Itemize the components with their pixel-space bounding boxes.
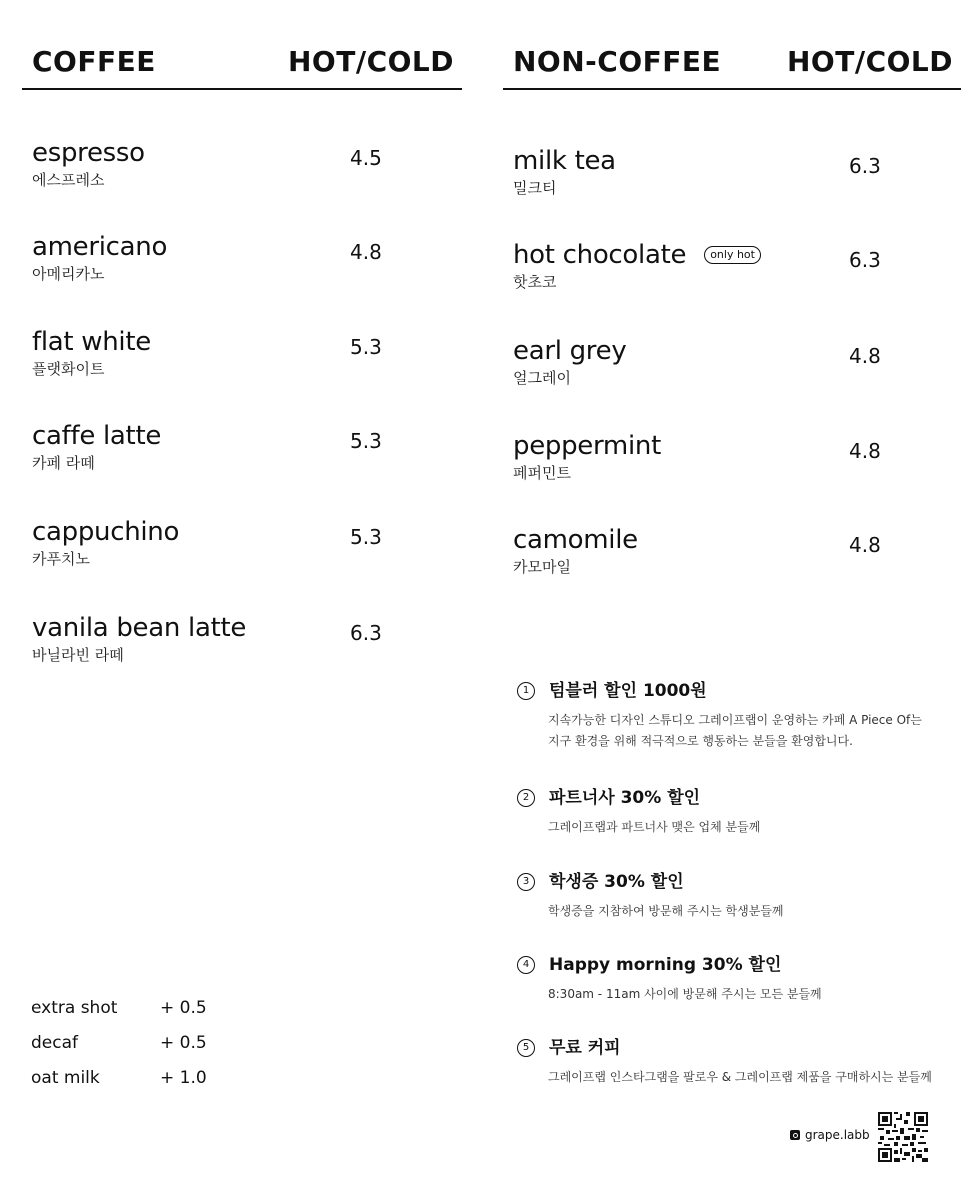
item-name: vanila bean latte bbox=[32, 613, 247, 643]
non-coffee-price-header: HOT/COLD bbox=[787, 45, 953, 78]
discount-note bbox=[517, 680, 957, 752]
item-name: espresso bbox=[32, 138, 145, 168]
note-title: Happy morning 30% 할인 bbox=[549, 955, 782, 975]
discount-note bbox=[517, 954, 957, 1005]
non-coffee-title: NON-COFFEE bbox=[513, 45, 722, 78]
note-title: 무료 커피 bbox=[549, 1038, 621, 1058]
note-title-row bbox=[517, 1037, 957, 1059]
item-name: peppermint bbox=[513, 431, 661, 461]
non-coffee-header bbox=[503, 0, 961, 90]
item-korean-name: 카모마일 bbox=[513, 558, 571, 576]
coffee-column bbox=[22, 0, 462, 664]
menu-item bbox=[513, 336, 961, 388]
item-korean-name: 핫초코 bbox=[513, 273, 557, 291]
only-hot-badge: only hot bbox=[704, 246, 761, 264]
note-line: 8:30am - 11am 사이에 방문해 주시는 모든 분들께 bbox=[548, 987, 822, 1001]
discount-note bbox=[517, 787, 957, 838]
item-name-row bbox=[513, 240, 961, 270]
note-description bbox=[548, 1067, 957, 1088]
note-line: 지속가능한 디자인 스튜디오 그레이프랩이 운영하는 카페 A Piece Of는 bbox=[548, 713, 922, 727]
item-name: cappuchino bbox=[32, 517, 180, 547]
item-price: 4.8 bbox=[849, 533, 881, 557]
menu-item bbox=[513, 146, 961, 198]
extra-name: extra shot bbox=[31, 997, 118, 1018]
menu-item bbox=[513, 240, 961, 292]
discount-note bbox=[517, 871, 957, 922]
note-line: 학생증을 지참하여 방문해 주시는 학생분들께 bbox=[548, 904, 784, 918]
item-price: 5.3 bbox=[350, 525, 382, 549]
item-name: camomile bbox=[513, 525, 638, 555]
item-korean-name: 바닐라빈 라떼 bbox=[32, 646, 124, 664]
item-name: hot chocolate bbox=[513, 240, 687, 270]
item-korean-name: 에스프레소 bbox=[32, 171, 105, 189]
extras-list bbox=[31, 990, 251, 1095]
extra-row bbox=[31, 990, 251, 1025]
item-korean-name: 카푸치노 bbox=[32, 550, 90, 568]
menu-item bbox=[513, 431, 961, 483]
item-korean-name: 아메리카노 bbox=[32, 265, 105, 283]
note-number: 3 bbox=[517, 873, 535, 891]
menu-item bbox=[513, 525, 961, 577]
menu-item bbox=[32, 232, 462, 284]
instagram-handle: grape.labb bbox=[805, 1128, 870, 1142]
note-title-row bbox=[517, 680, 957, 702]
instagram-link[interactable] bbox=[790, 1128, 870, 1142]
note-number: 4 bbox=[517, 956, 535, 974]
menu-item bbox=[32, 138, 462, 190]
item-price: 4.5 bbox=[350, 146, 382, 170]
item-name: earl grey bbox=[513, 336, 627, 366]
item-korean-name: 카페 라떼 bbox=[32, 454, 95, 472]
note-description bbox=[548, 710, 957, 752]
non-coffee-column bbox=[503, 0, 961, 576]
note-line: 지구 환경을 위해 적극적으로 행동하는 분들을 환영합니다. bbox=[548, 734, 853, 748]
item-price: 6.3 bbox=[849, 248, 881, 272]
qr-code-icon[interactable] bbox=[878, 1112, 928, 1162]
item-price: 4.8 bbox=[350, 240, 382, 264]
item-korean-name: 플랫화이트 bbox=[32, 360, 105, 378]
note-line: 그레이프랩 인스타그램을 팔로우 & 그레이프랩 제품을 구매하시는 분들께 bbox=[548, 1070, 932, 1084]
item-price: 5.3 bbox=[350, 429, 382, 453]
coffee-header bbox=[22, 0, 462, 90]
note-title: 학생증 30% 할인 bbox=[549, 872, 684, 892]
extra-price: + 1.0 bbox=[160, 1067, 207, 1088]
item-name: milk tea bbox=[513, 146, 616, 176]
discount-note bbox=[517, 1037, 957, 1088]
item-price: 6.3 bbox=[849, 154, 881, 178]
note-line: 그레이프랩과 파트너사 맺은 업체 분들께 bbox=[548, 820, 761, 834]
item-price: 4.8 bbox=[849, 344, 881, 368]
coffee-title: COFFEE bbox=[32, 45, 156, 78]
note-title: 텀블러 할인 1000원 bbox=[549, 681, 707, 701]
note-number: 1 bbox=[517, 682, 535, 700]
note-description bbox=[548, 817, 957, 838]
note-title-row bbox=[517, 787, 957, 809]
extra-row bbox=[31, 1025, 251, 1060]
item-price: 4.8 bbox=[849, 439, 881, 463]
item-name: flat white bbox=[32, 327, 151, 357]
item-korean-name: 페퍼민트 bbox=[513, 464, 571, 482]
item-name: caffe latte bbox=[32, 421, 162, 451]
item-price: 6.3 bbox=[350, 621, 382, 645]
item-korean-name: 밀크티 bbox=[513, 179, 557, 197]
note-title: 파트너사 30% 할인 bbox=[549, 788, 701, 808]
menu-item bbox=[32, 517, 462, 569]
menu-item bbox=[32, 327, 462, 379]
item-korean-name: 얼그레이 bbox=[513, 369, 571, 387]
note-description bbox=[548, 984, 957, 1005]
note-number: 5 bbox=[517, 1039, 535, 1057]
extra-name: decaf bbox=[31, 1032, 78, 1053]
extra-price: + 0.5 bbox=[160, 997, 207, 1018]
note-title-row bbox=[517, 871, 957, 893]
item-price: 5.3 bbox=[350, 335, 382, 359]
note-title-row bbox=[517, 954, 957, 976]
menu-item bbox=[32, 421, 462, 473]
extra-price: + 0.5 bbox=[160, 1032, 207, 1053]
extra-row bbox=[31, 1060, 251, 1095]
item-name: americano bbox=[32, 232, 168, 262]
instagram-icon bbox=[790, 1130, 800, 1140]
coffee-price-header: HOT/COLD bbox=[288, 45, 454, 78]
extra-name: oat milk bbox=[31, 1067, 100, 1088]
note-description bbox=[548, 901, 957, 922]
menu-item bbox=[32, 613, 462, 665]
note-number: 2 bbox=[517, 789, 535, 807]
